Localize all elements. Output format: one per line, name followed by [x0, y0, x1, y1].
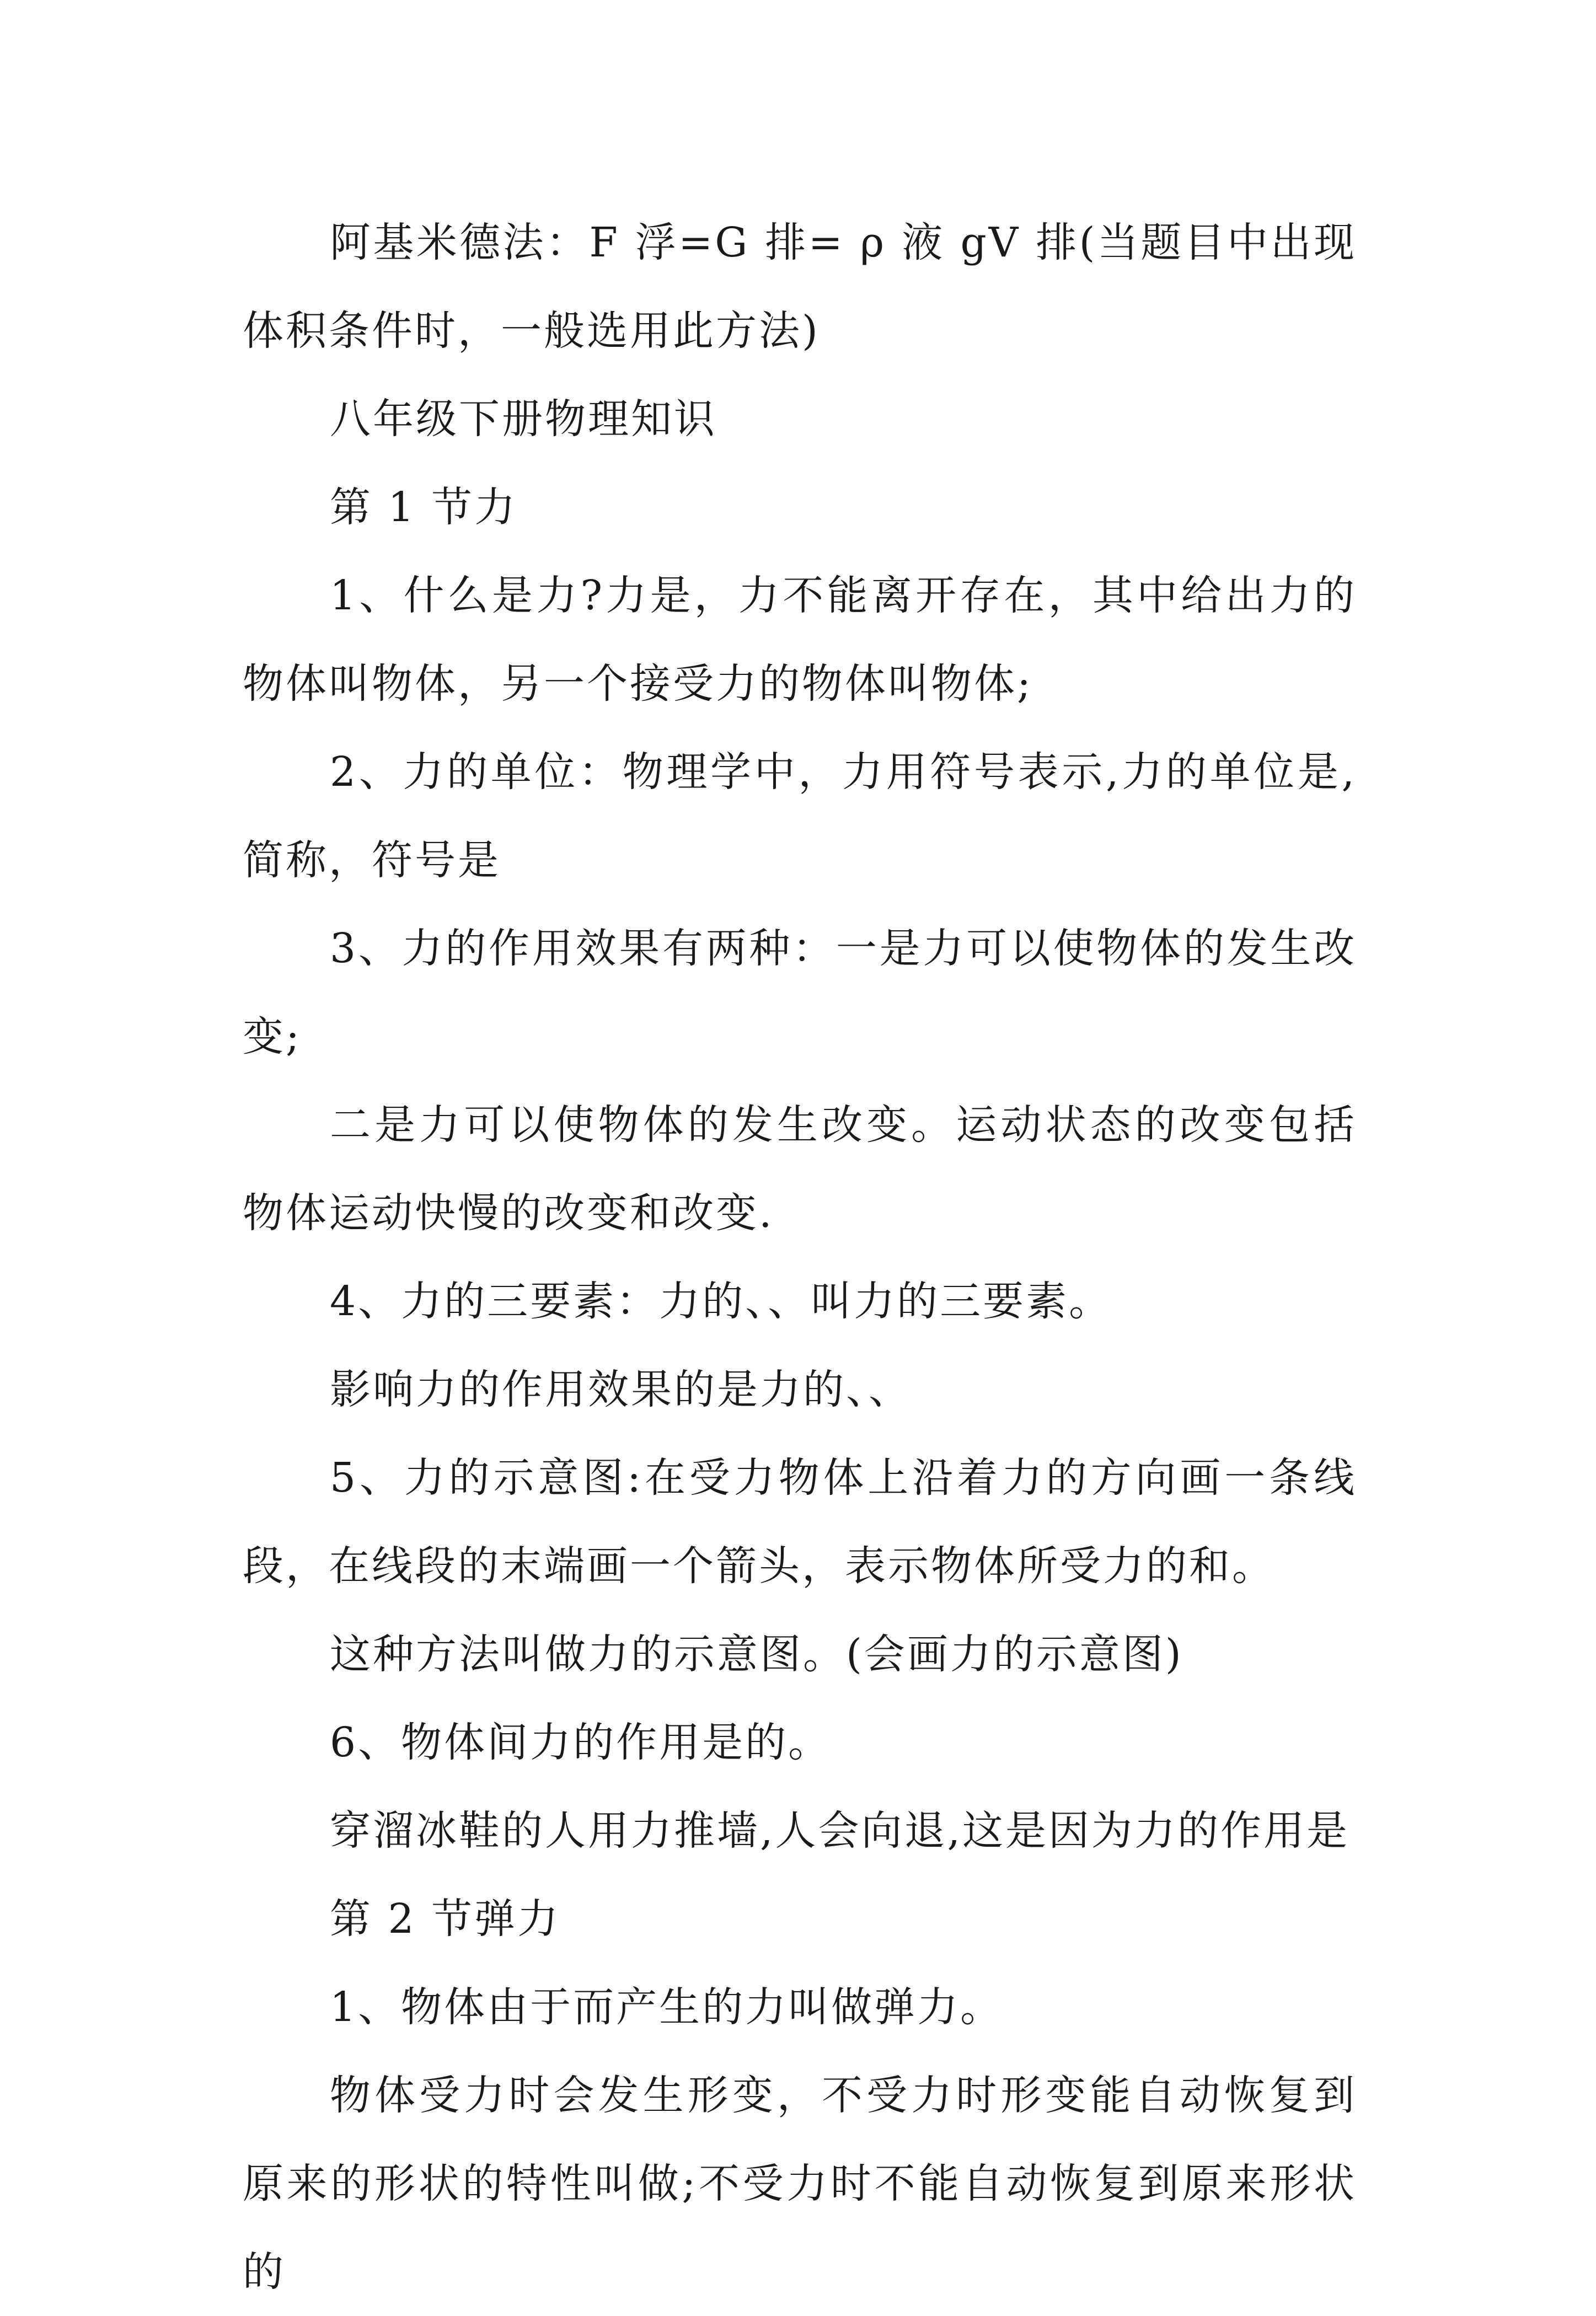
paragraph-item-4: 4、力的三要素：力的、、叫力的三要素。: [330, 1278, 1112, 1325]
paragraph-section-title: 八年级下册物理知识: [330, 395, 717, 443]
paragraph-heading-2: 第 2 节弹力: [330, 1895, 561, 1943]
paragraph-item-6b: 穿溜冰鞋的人用力推墙,人会向退,这是因为力的作用是: [330, 1807, 1350, 1854]
paragraph-item-2: 2、力的单位：物理学中，力用符号表示,力的单位是,简称，符号是: [243, 748, 1357, 884]
document-body: [243, 199, 1357, 2316]
paragraph-heading-1: 第 1 节力: [330, 484, 518, 531]
paragraph-elastic-1b: 物体受力时会发生形变，不受力时形变能自动恢复到原来的形状的特性叫做;不受力时不能自动恢复到原来形状的: [243, 2072, 1357, 2296]
paragraph-item-3b: 二是力可以使物体的发生改变。运动状态的改变包括物体运动快慢的改变和改变.: [243, 1101, 1357, 1237]
paragraph-item-5: 5、力的示意图:在受力物体上沿着力的方向画一条线段，在线段的末端画一个箭头，表示物体所受力的和。: [243, 1454, 1357, 1590]
paragraph-item-1: 1、什么是力?力是，力不能离开存在，其中给出力的物体叫物体，另一个接受力的物体叫物体;: [243, 572, 1357, 707]
paragraph-elastic-1: 1、物体由于而产生的力叫做弹力。: [330, 1983, 1004, 2031]
paragraph-archimedes: 阿基米德法：F 浮=G 排= ρ 液 gV 排(当题目中出现体积条件时，一般选用此方法): [243, 219, 1357, 355]
paragraph-item-5b: 这种方法叫做力的示意图。(会画力的示意图): [330, 1631, 1183, 1678]
paragraph-item-4b: 影响力的作用效果的是力的、、: [330, 1366, 912, 1413]
paragraph-item-6: 6、物体间力的作用是的。: [330, 1719, 832, 1766]
paragraph-item-3: 3、力的作用效果有两种：一是力可以使物体的发生改变;: [243, 925, 1357, 1060]
